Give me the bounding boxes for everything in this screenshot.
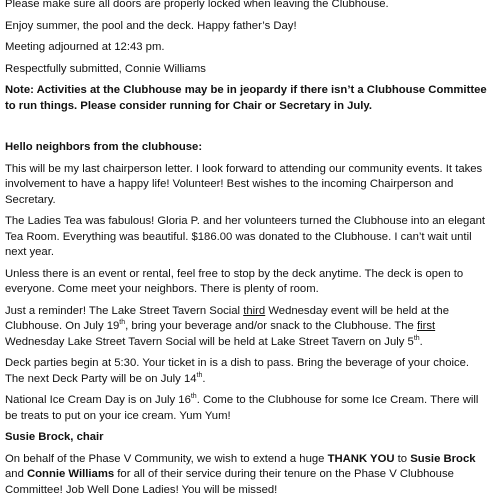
- tavern-first: first: [416, 320, 436, 332]
- ice-cream-text-b: . Come to the Clubhouse for some Ice Cream. There will be treats to put on your ice cream. Yum Yum!: [5, 394, 479, 422]
- letter-paragraph-ladies-tea: The Ladies Tea was fabulous! Gloria P. and her volunteers turned the Clubhouse into an elegant Tea Room. Everything was beautiful. $186.00 was donated to the Clubhouse. I can’t wait until next year.: [5, 215, 486, 258]
- tavern-th-2: th: [413, 334, 420, 342]
- letter-paragraph-tavern-social: [5, 304, 489, 351]
- letter-paragraph-deck-parties: [5, 356, 489, 387]
- adjourned-text: Meeting adjourned at 12:43 pm.: [5, 41, 165, 53]
- thanks-text-a: On behalf of the Phase V Community, we wish to extend a huge: [5, 452, 328, 465]
- submitted-by-text: Respectfully submitted, Connie Williams: [5, 62, 206, 75]
- letter-signature-text: Susie Brock, chair: [5, 431, 104, 443]
- thanks-paragraph: [5, 452, 489, 498]
- deck-parties-text-b: .: [202, 372, 206, 385]
- thanks-connie-williams: Connie Williams: [27, 468, 115, 480]
- letter-paragraph-deck-open: Unless there is an event or rental, feel free to stop by the deck anytime. The deck is open to everyone. Come meet your neighbors. There is plenty of room.: [5, 267, 464, 295]
- tavern-th-1: th: [119, 319, 126, 327]
- deck-parties-text-a: Deck parties begin at 5:30. Your ticket in is a dish to pass. Bring the beverage of your choice. The next Deck Party will be on July 14: [5, 357, 470, 385]
- ice-cream-th: th: [190, 393, 197, 401]
- tavern-text-c: , bring your beverage and/or snack to the Clubhouse. The: [125, 320, 417, 332]
- tavern-text-d: Wednesday Lake Street Tavern Social will be held at Lake Street Tavern on July 5: [5, 335, 414, 348]
- letter-greeting: [5, 140, 489, 156]
- letter-paragraph-last-letter: This will be my last chairperson letter. I look forward to attending our community events. It takes involvement to have a happy life! Volunteer! Best wishes to the incoming Chairperson and Secretary.: [5, 162, 483, 206]
- tavern-text-e: .: [419, 335, 423, 348]
- tavern-text-b: Wednesday event will be held at the Clubhouse. On July 19: [5, 304, 449, 332]
- letter-paragraph-ice-cream: [5, 393, 489, 424]
- letter-signature: [5, 430, 489, 446]
- ice-cream-text-a: National Ice Cream Day is on July 16: [5, 394, 191, 406]
- enjoy-summer-text: Enjoy summer, the pool and the deck. Happy father’s Day!: [5, 19, 297, 32]
- deck-parties-th: th: [196, 371, 203, 379]
- thanks-text-c: and: [5, 468, 27, 480]
- thanks-susie-brock: Susie Brock: [410, 452, 476, 465]
- tavern-text-a: Just a reminder! The Lake Street Tavern Social: [5, 304, 244, 317]
- letter-greeting-text: Hello neighbors from the clubhouse:: [5, 141, 203, 153]
- thanks-text-b: to: [394, 452, 411, 465]
- thanks-text-d: for all of their service during their tenure on the Phase V Clubhouse Committee! Job Well Done Ladies! You will be missed!: [5, 468, 454, 496]
- tavern-third: third: [243, 304, 266, 317]
- locked-doors-text: Please make sure all doors are properly locked when leaving the Clubhouse.: [5, 0, 389, 10]
- committee-note-text: Note: Activities at the Clubhouse may be in jeopardy if there isn’t a Clubhouse Committee to run things. Please consider running for Chair or Secretary in July.: [5, 84, 487, 112]
- committee-note: [5, 83, 489, 114]
- thanks-thank-you: THANK YOU: [327, 452, 395, 465]
